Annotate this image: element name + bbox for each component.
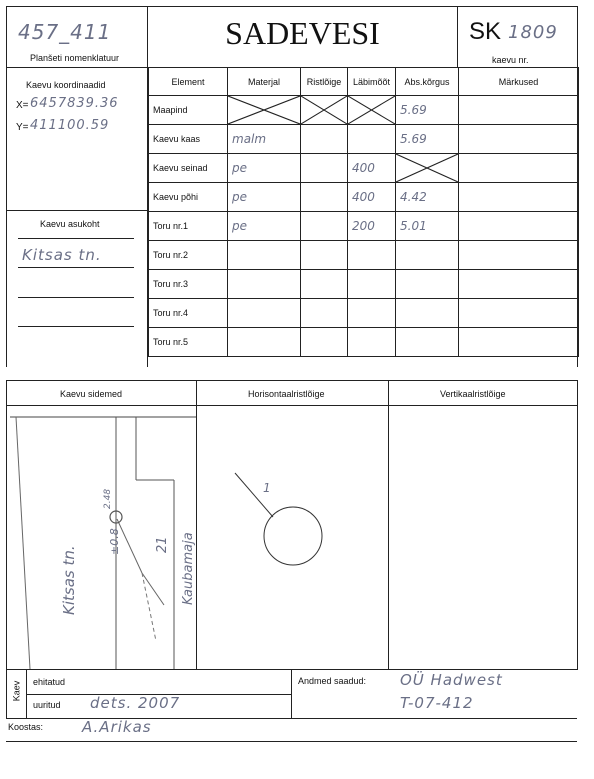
nomenclature-label: Planšeti nomenklatuur xyxy=(30,53,120,63)
cell-materjal-text: pe xyxy=(232,219,247,233)
table-row xyxy=(149,299,579,328)
page-title: SADEVESI xyxy=(225,15,380,51)
header-abs: Abs.kõrgus xyxy=(396,68,459,96)
crossed-cell xyxy=(228,96,301,125)
header-markused: Märkused xyxy=(459,68,579,96)
cell-element-text: Kaevu kaas xyxy=(153,134,201,144)
cell-abs xyxy=(396,212,459,241)
header-labimoot: Läbimõõt xyxy=(348,68,396,96)
sk-number: 1809 xyxy=(508,22,558,43)
cell-ristloige xyxy=(301,154,348,183)
header-ristloige: Ristlõige xyxy=(301,68,348,96)
cell-element xyxy=(149,96,228,125)
ehitatud-label: ehitatud xyxy=(33,677,66,687)
location-value: Kitsas tn. xyxy=(22,246,102,264)
cell-markused xyxy=(459,212,579,241)
table-row xyxy=(149,154,579,183)
cell-element-text: Toru nr.2 xyxy=(153,250,189,260)
cell-element-text: Maapind xyxy=(153,105,188,115)
cell-abs xyxy=(396,328,459,357)
table-row xyxy=(149,241,579,270)
cell-abs xyxy=(396,299,459,328)
cell-labimoot xyxy=(348,299,396,328)
cell-ristloige xyxy=(301,183,348,212)
cell-element-text: Kaevu seinad xyxy=(153,163,208,173)
sketch-street2: Kaubamaja xyxy=(181,532,196,605)
cell-element-text: Kaevu põhi xyxy=(153,192,199,202)
cell-materjal xyxy=(228,212,301,241)
kaevu-label: Kaev xyxy=(11,680,22,702)
cell-labimoot xyxy=(348,241,396,270)
header-element: Element xyxy=(149,68,228,96)
cell-abs-text: 5.69 xyxy=(400,103,427,117)
andmed-value1: OÜ Hadwest xyxy=(400,671,503,689)
x-value: 6457839.36 xyxy=(30,96,119,111)
sk-label: kaevu nr. xyxy=(492,55,529,65)
uuritud-value: dets. 2007 xyxy=(90,694,181,712)
cell-abs xyxy=(396,125,459,154)
sketch-number: 21 xyxy=(155,536,170,553)
pipe-label: 1 xyxy=(263,481,271,495)
cell-ristloige xyxy=(301,212,348,241)
crossed-cell xyxy=(396,154,459,183)
cell-element-text: Toru nr.4 xyxy=(153,308,189,318)
andmed-label: Andmed saadud: xyxy=(298,676,367,686)
cross-mark xyxy=(348,96,395,124)
cell-materjal xyxy=(228,125,301,154)
cell-element xyxy=(149,183,228,212)
sketch-street: Kitsas tn. xyxy=(60,545,78,615)
cross-mark xyxy=(396,154,458,182)
cell-markused xyxy=(459,154,579,183)
cell-element xyxy=(149,328,228,357)
cell-markused xyxy=(459,183,579,212)
cell-element-text: Toru nr.5 xyxy=(153,337,189,347)
koostas-value: A.Arikas xyxy=(82,718,152,736)
cell-abs-text: 4.42 xyxy=(400,190,427,204)
cell-element xyxy=(149,154,228,183)
cell-labimoot xyxy=(348,125,396,154)
cell-ristloige xyxy=(301,328,348,357)
cell-labimoot xyxy=(348,270,396,299)
cell-abs xyxy=(396,183,459,212)
cell-markused xyxy=(459,270,579,299)
cell-abs xyxy=(396,270,459,299)
cell-labimoot xyxy=(348,154,396,183)
site-sketch xyxy=(6,405,196,669)
cell-markused xyxy=(459,328,579,357)
cell-markused xyxy=(459,125,579,154)
crossed-cell xyxy=(348,96,396,125)
table-row xyxy=(149,270,579,299)
cell-markused xyxy=(459,241,579,270)
cell-element-text: Toru nr.3 xyxy=(153,279,189,289)
koostas-label: Koostas: xyxy=(8,722,44,732)
cell-ristloige xyxy=(301,270,348,299)
table-row xyxy=(149,212,579,241)
cell-labimoot xyxy=(348,328,396,357)
cell-labimoot-text: 400 xyxy=(352,161,375,175)
cell-materjal-text: malm xyxy=(232,132,267,146)
andmed-value2: T-07-412 xyxy=(400,694,474,712)
header-materjal: Materjal xyxy=(228,68,301,96)
cell-element xyxy=(149,270,228,299)
cell-materjal xyxy=(228,183,301,212)
horizontal-cross-section xyxy=(197,405,388,669)
x-prefix: X= xyxy=(16,100,29,111)
crossed-cell xyxy=(301,96,348,125)
location-label: Kaevu asukoht xyxy=(40,219,100,229)
cell-ristloige xyxy=(301,125,348,154)
sketch-dim1: 2.48 xyxy=(103,488,113,509)
section-sidemed: Kaevu sidemed xyxy=(60,389,123,399)
cell-materjal xyxy=(228,241,301,270)
cell-element xyxy=(149,241,228,270)
cell-materjal xyxy=(228,270,301,299)
cell-abs-text: 5.01 xyxy=(400,219,427,233)
coordinates-label: Kaevu koordinaadid xyxy=(26,80,106,90)
sketch-dim2: ±0.8 xyxy=(108,528,121,555)
cell-ristloige xyxy=(301,241,348,270)
cell-markused xyxy=(459,96,579,125)
cell-element xyxy=(149,212,228,241)
section-vertikaal: Vertikaalristlõige xyxy=(440,389,506,399)
well-data-table xyxy=(148,67,579,357)
uuritud-label: uuritud xyxy=(33,700,61,710)
section-horisontaal: Horisontaalristlõige xyxy=(248,389,325,399)
cell-materjal xyxy=(228,328,301,357)
cell-labimoot-text: 200 xyxy=(352,219,375,233)
cross-mark xyxy=(301,96,347,124)
cell-element xyxy=(149,125,228,154)
cell-markused xyxy=(459,299,579,328)
cell-abs xyxy=(396,241,459,270)
sk-prefix: SK xyxy=(469,18,502,45)
table-row xyxy=(149,328,579,357)
table-row xyxy=(149,125,579,154)
table-row xyxy=(149,183,579,212)
cell-element xyxy=(149,299,228,328)
cell-abs xyxy=(396,96,459,125)
cell-materjal-text: pe xyxy=(232,161,247,175)
cell-labimoot xyxy=(348,183,396,212)
cell-abs-text: 5.69 xyxy=(400,132,427,146)
y-value: 411100.59 xyxy=(30,118,110,133)
cell-ristloige xyxy=(301,299,348,328)
nomenclature-value: 457_411 xyxy=(18,20,112,44)
table-row xyxy=(149,96,579,125)
cell-materjal-text: pe xyxy=(232,190,247,204)
y-prefix: Y= xyxy=(16,122,29,133)
cell-materjal xyxy=(228,154,301,183)
cross-mark xyxy=(228,96,300,124)
cell-labimoot xyxy=(348,212,396,241)
cell-materjal xyxy=(228,299,301,328)
cell-element-text: Toru nr.1 xyxy=(153,221,189,231)
cell-labimoot-text: 400 xyxy=(352,190,375,204)
